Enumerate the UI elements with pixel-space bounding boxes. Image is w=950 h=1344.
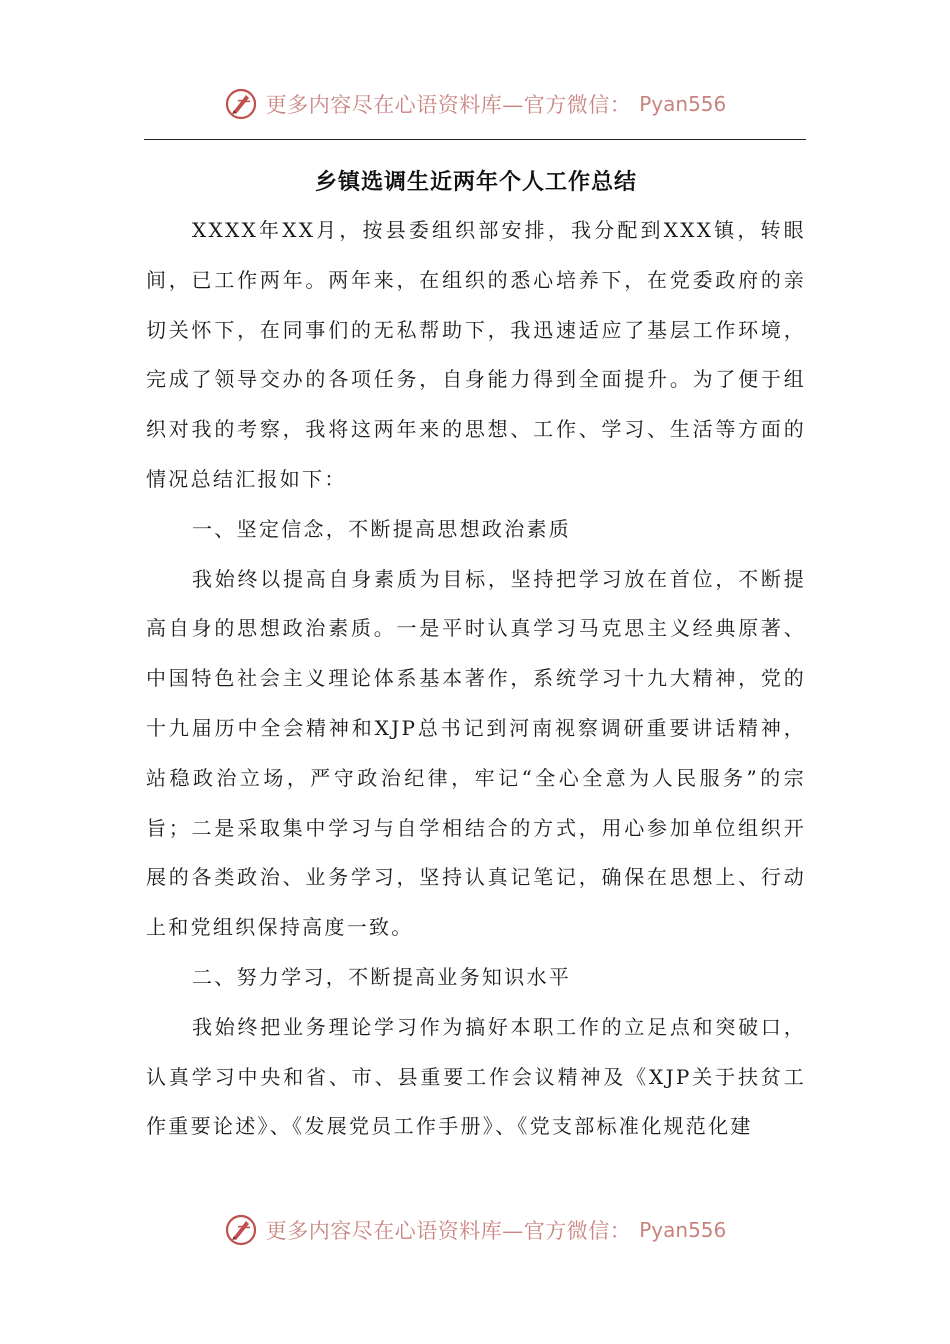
watermark-footer: [0, 1210, 950, 1250]
document-body: [146, 160, 806, 1152]
section-body-1: 我始终以提高自身素质为目标，坚持把学习放在首位，不断提高自身的思想政治素质。一是平时认真学习马克思主义经典原著、中国特色社会主义理论体系基本著作，系统学习十九大精神，党的十九届历中全会精神和XJP总书记到河南视察调研重要讲话精神，站稳政治立场，严守政治纪律，牢记“全心全意为人民服务”的宗旨；二是采取集中学习与自学相结合的方式，用心参加单位组织开展的各类政治、业务学习，坚持认真记笔记，确保在思想上、行动上和党组织保持高度一致。: [146, 566, 806, 940]
watermark-wechat-id: Pyan556: [639, 1218, 727, 1242]
watermark-text: 更多内容尽在心语资料库—官方微信：: [265, 93, 632, 117]
watermark-text: 更多内容尽在心语资料库—官方微信：: [265, 1219, 632, 1243]
pen-logo-icon: [224, 87, 258, 121]
page-title: 乡镇选调生近两年个人工作总结: [314, 170, 637, 195]
section-heading-1: 一、坚定信念，不断提高思想政治素质: [192, 516, 572, 541]
section-body-2: 我始终把业务理论学习作为搞好本职工作的立足点和突破口，认真学习中央和省、市、县重要工作会议精神及《XJP关于扶贫工作重要论述》、《发展党员工作手册》、《党支部标准化规范化建: [146, 1014, 806, 1139]
watermark-wechat-id: Pyan556: [639, 92, 727, 116]
header-divider: [144, 139, 806, 140]
pen-logo-icon: [224, 1213, 258, 1247]
intro-paragraph: XXXX年XX月，按县委组织部安排，我分配到XXX镇，转眼间，已工作两年。两年来，在组织的悉心培养下，在党委政府的亲切关怀下，在同事们的无私帮助下，我迅速适应了基层工作环境，完成了领导交办的各项任务，自身能力得到全面提升。为了便于组织对我的考察，我将这两年来的思想、工作、学习、生活等方面的情况总结汇报如下：: [146, 218, 806, 491]
section-heading-2: 二、努力学习，不断提高业务知识水平: [192, 964, 572, 989]
watermark-header: [0, 84, 950, 124]
